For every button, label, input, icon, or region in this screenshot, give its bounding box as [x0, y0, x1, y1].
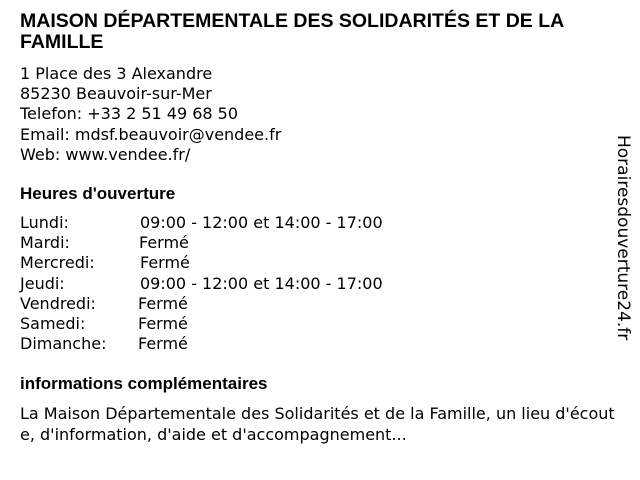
- hours-value: Fermé: [138, 334, 188, 354]
- phone-number: Telefon: +33 2 51 49 68 50: [20, 104, 239, 124]
- hours-value: Fermé: [139, 233, 189, 253]
- website-url: Web: www.vendee.fr/: [20, 144, 191, 164]
- hours-value: Fermé: [140, 253, 190, 273]
- description-text: La Maison Départementale des Solidarités et de la Famille, un lieu d'écoute, d'information, d'aide et d'accompagnement...: [20, 404, 615, 444]
- day-label: Mercredi:: [20, 253, 95, 273]
- additional-info-heading: informations complémentaires: [20, 374, 268, 393]
- email-address: Email: mdsf.beauvoir@vendee.fr: [20, 124, 282, 144]
- address-city: 85230 Beauvoir-sur-Mer: [20, 84, 212, 104]
- day-label: Lundi:: [20, 213, 69, 232]
- hours-value: Fermé: [138, 293, 188, 313]
- address-street: 1 Place des 3 Alexandre: [20, 64, 213, 83]
- brand-watermark: Horairesdouverture24.fr: [613, 135, 633, 341]
- day-label: Vendredi:: [20, 293, 96, 313]
- hours-value: 09:00 - 12:00 et 14:00 - 17:00: [140, 213, 383, 232]
- opening-hours-heading: Heures d'ouverture: [20, 184, 176, 203]
- hours-value: 09:00 - 12:00 et 14:00 - 17:00: [140, 273, 383, 293]
- page-title: MAISON DÉPARTEMENTALE DES SOLIDARITÉS ET DE LA FAMILLE: [20, 10, 564, 53]
- day-label: Dimanche:: [20, 334, 107, 354]
- day-label: Jeudi:: [20, 273, 65, 293]
- day-label: Samedi:: [20, 313, 86, 333]
- day-label: Mardi:: [20, 233, 70, 253]
- hours-value: Fermé: [138, 313, 188, 333]
- address-block: [20, 64, 281, 165]
